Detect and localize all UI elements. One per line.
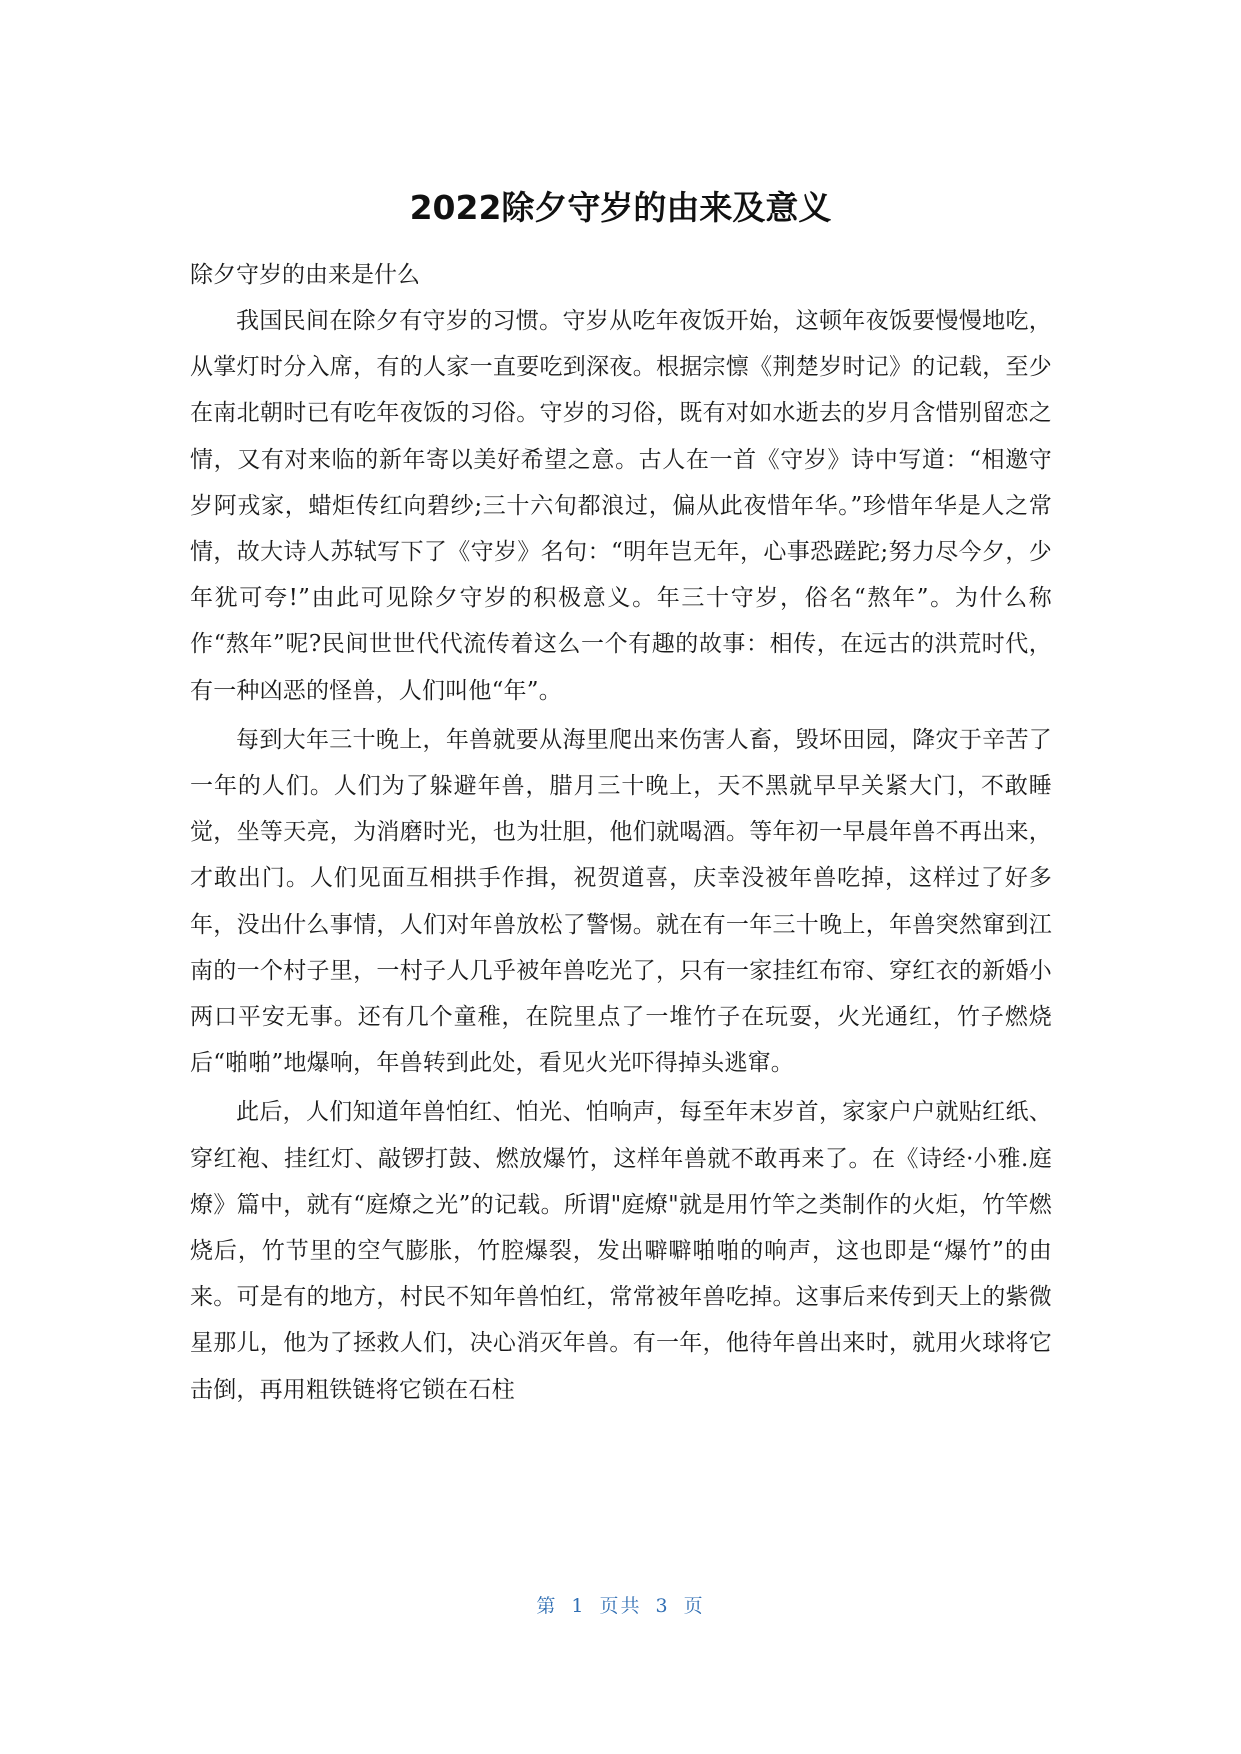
paragraph-2: 每到大年三十晚上，年兽就要从海里爬出来伤害人畜，毁坏田园，降灾于辛苦了一年的人们。人们为了躲避年兽，腊月三十晚上，天不黑就早早关紧大门，不敢睡觉，坐等天亮，为消磨时光，也为壮胆，他们就喝酒。等年初一早晨年兽不再出来，才敢出门。人们见面互相拱手作揖，祝贺道喜，庆幸没被年兽吃掉，这样过了好多年，没出什么事情，人们对年兽放松了警惕。就在有一年三十晚上，年兽突然窜到江南的一个村子里，一村子人几乎被年兽吃光了，只有一家挂红布帘、穿红衣的新婚小两口平安无事。还有几个童稚，在院里点了一堆竹子在玩耍，火光通红，竹子燃烧后“啪啪”地爆响，年兽转到此处，看见火光吓得掉头逃窜。 xyxy=(190,726,1052,1077)
document-body xyxy=(190,252,1052,1416)
footer-prefix: 第 xyxy=(536,1595,558,1617)
section-subtitle: 除夕守岁的由来是什么 xyxy=(190,262,420,288)
footer-total-pages: 3 xyxy=(655,1595,670,1617)
footer-suffix: 页 xyxy=(683,1595,705,1617)
footer-current-page: 1 xyxy=(571,1595,586,1617)
page-footer xyxy=(0,1594,1241,1618)
footer-middle: 页共 xyxy=(599,1595,642,1617)
paragraph-3: 此后，人们知道年兽怕红、怕光、怕响声，每至年末岁首，家家户户就贴红纸、穿红袍、挂红灯、敲锣打鼓、燃放爆竹，这样年兽就不敢再来了。在《诗经·小雅.庭燎》篇中，就有“庭燎之光”的记载。所谓"庭燎"就是用竹竿之类制作的火炬，竹竿燃烧后，竹节里的空气膨胀，竹腔爆裂，发出噼噼啪啪的响声，这也即是“爆竹”的由来。可是有的地方，村民不知年兽怕红，常常被年兽吃掉。这事后来传到天上的紫微星那儿，他为了拯救人们，决心消灭年兽。有一年，他待年兽出来时，就用火球将它击倒，再用粗铁链将它锁在石柱 xyxy=(190,1099,1052,1403)
paragraph-1: 我国民间在除夕有守岁的习惯。守岁从吃年夜饭开始，这顿年夜饭要慢慢地吃，从掌灯时分入席，有的人家一直要吃到深夜。根据宗懔《荆楚岁时记》的记载，至少在南北朝时已有吃年夜饭的习俗。守岁的习俗，既有对如水逝去的岁月含惜别留恋之情，又有对来临的新年寄以美好希望之意。古人在一首《守岁》诗中写道：“相邀守岁阿戎家，蜡炬传红向碧纱;三十六旬都浪过，偏从此夜惜年华。”珍惜年华是人之常情，故大诗人苏轼写下了《守岁》名句：“明年岂无年，心事恐蹉跎;努力尽今夕，少年犹可夸!”由此可见除夕守岁的积极意义。年三十守岁，俗名“熬年”。为什么称作“熬年”呢?民间世世代代流传着这么一个有趣的故事：相传，在远古的洪荒时代，有一种凶恶的怪兽，人们叫他“年”。 xyxy=(190,308,1052,704)
page-title: 2022除夕守岁的由来及意义 xyxy=(409,188,832,227)
